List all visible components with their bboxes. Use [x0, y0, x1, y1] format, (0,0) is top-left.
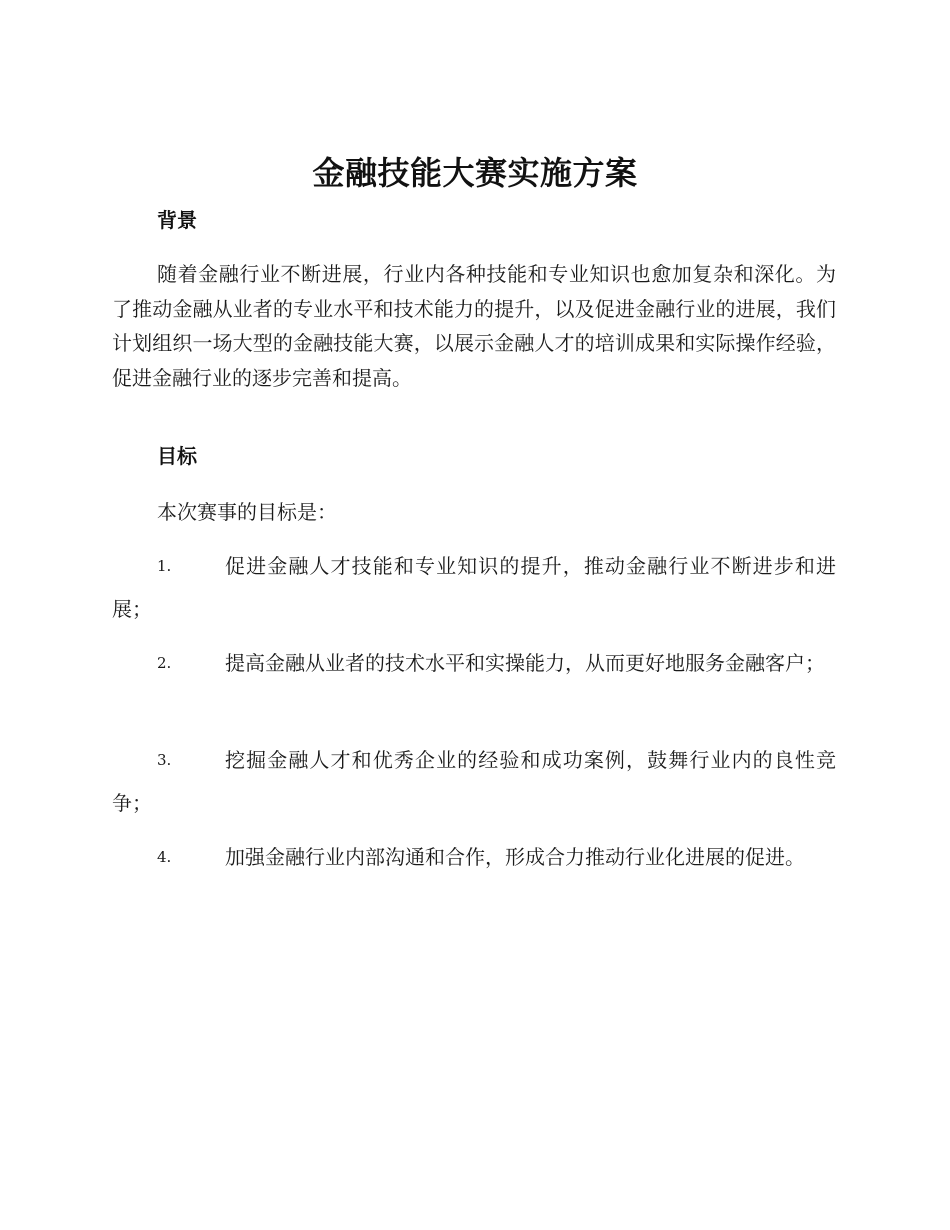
list-item	[112, 836, 836, 879]
background-paragraph: 随着金融行业不断进展，行业内各种技能和专业知识也愈加复杂和深化。为了推动金融从业者的专业水平和技术能力的提升，以及促进金融行业的进展，我们计划组织一场大型的金融技能大赛，以展示金融人才的培训成果和实际操作经验，促进金融行业的逐步完善和提高。	[112, 262, 836, 390]
list-item-text: 提高金融从业者的技术水平和实操能力，从而更好地服务金融客户；	[225, 651, 825, 675]
list-item-number: 2.	[157, 654, 172, 672]
section-heading-background: 背景	[157, 208, 197, 232]
list-item-number: 3.	[157, 751, 172, 769]
goals-intro: 本次赛事的目标是：	[157, 500, 337, 524]
list-item	[112, 642, 836, 685]
list-item	[112, 545, 836, 631]
list-item-number: 4.	[157, 848, 172, 866]
list-item-text: 促进金融人才技能和专业知识的提升，推动金融行业不断进步和进展；	[112, 554, 836, 621]
list-item-text: 挖掘金融人才和优秀企业的经验和成功案例，鼓舞行业内的良性竞争；	[112, 748, 836, 815]
list-item-number: 1.	[157, 557, 172, 575]
list-item-text: 加强金融行业内部沟通和合作，形成合力推动行业化进展的促进。	[225, 845, 805, 869]
list-item	[112, 739, 836, 825]
document-title: 金融技能大赛实施方案	[312, 154, 638, 192]
section-heading-goals: 目标	[157, 444, 197, 468]
